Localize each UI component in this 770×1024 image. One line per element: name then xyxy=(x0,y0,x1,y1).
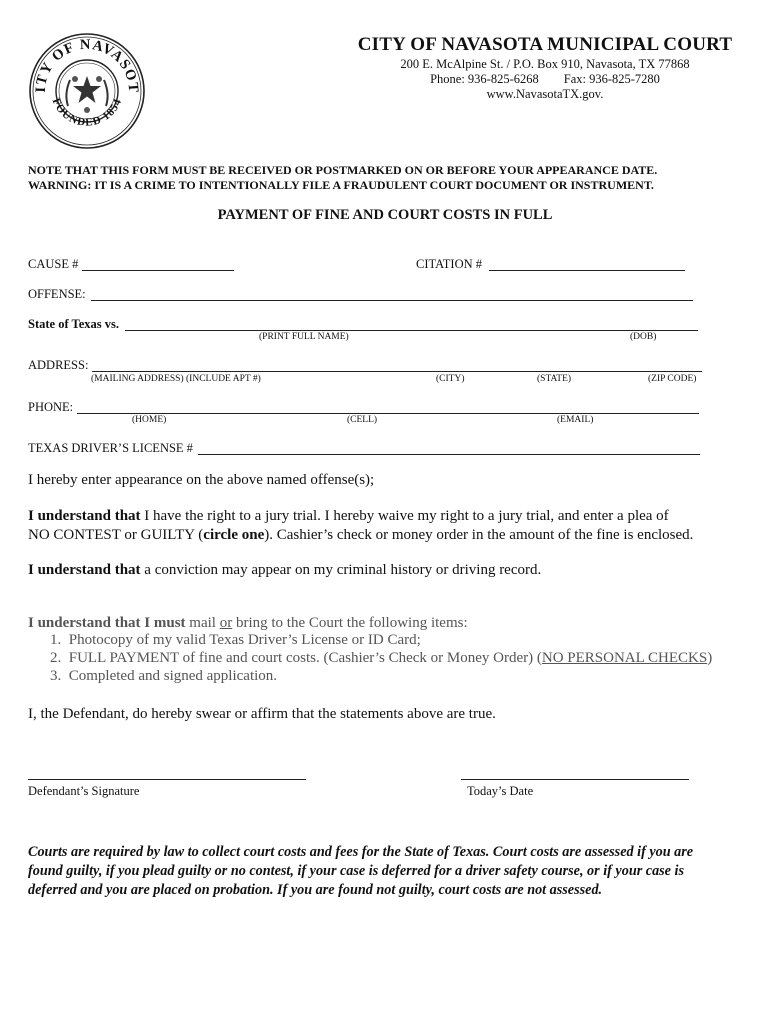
conviction-bold: I understand that xyxy=(28,562,141,578)
address-field[interactable] xyxy=(92,371,702,372)
must-or: or xyxy=(219,615,233,631)
form-title: PAYMENT OF FINE AND COURT COSTS IN FULL xyxy=(217,207,553,223)
zip-caption: (ZIP CODE) xyxy=(648,374,697,384)
phone-label: PHONE: xyxy=(28,400,74,414)
court-address: 200 E. McAlpine St. / P.O. Box 910, Navasota, TX 77868 xyxy=(400,57,690,71)
state-caption: (STATE) xyxy=(537,374,572,384)
seal-text-bottom: FOUNDED 1854 xyxy=(49,96,125,129)
mailing-address-caption: (MAILING ADDRESS) (INCLUDE APT #) xyxy=(91,374,261,384)
list-item: 3. Completed and signed application. xyxy=(50,668,278,684)
jury-bold: I understand that xyxy=(28,508,141,524)
defendant-signature-field[interactable] xyxy=(28,779,306,780)
todays-date-label: Today’s Date xyxy=(467,784,534,798)
city-seal-graphic xyxy=(28,32,146,150)
defendant-name-field[interactable] xyxy=(125,330,698,331)
notice-postmark: NOTE THAT THIS FORM MUST BE RECEIVED OR POSTMARKED ON OR BEFORE YOUR APPEARANCE DATE. xyxy=(28,163,658,177)
jury-line2c: ). Cashier’s check or money order in the amount of the fine is enclosed. xyxy=(264,527,694,543)
address-label: ADDRESS: xyxy=(28,358,89,372)
offense-label: OFFENSE: xyxy=(28,287,86,301)
city-caption: (CITY) xyxy=(436,374,465,384)
court-name: CITY OF NAVASOTA MUNICIPAL COURT xyxy=(357,34,733,55)
jury-line1: I have the right to a jury trial. I hereby waive my right to a jury trial, and enter a plea of xyxy=(140,508,669,524)
todays-date-field[interactable] xyxy=(461,779,689,780)
list-item: 2. FULL PAYMENT of fine and court costs. (Cashier’s Check or Money Order) (NO PERSONAL CHECKS) xyxy=(50,650,713,666)
conviction-rest: a conviction may appear on my criminal history or driving record. xyxy=(140,562,542,578)
list-item: 1. Photocopy of my valid Texas Driver’s License or ID Card; xyxy=(50,632,421,648)
citation-label: CITATION # xyxy=(416,257,483,271)
license-label: TEXAS DRIVER’S LICENSE # xyxy=(28,441,193,455)
must-bold: I understand that I must xyxy=(28,615,186,631)
circle-one: circle one xyxy=(203,527,265,543)
conviction-statement xyxy=(28,561,748,580)
phone-field[interactable] xyxy=(77,413,699,414)
no-personal-checks: NO PERSONAL CHECKS xyxy=(541,650,708,666)
notice-warning: WARNING: IT IS A CRIME TO INTENTIONALLY FILE A FRAUDULENT COURT DOCUMENT OR INSTRUMENT. xyxy=(28,178,654,192)
dob-caption: (DOB) xyxy=(630,332,657,342)
jury-waiver-statement xyxy=(28,507,748,545)
cell-caption: (CELL) xyxy=(347,415,378,425)
court-costs-note: Courts are required by law to collect court costs and fees for the State of Texas. Court costs are assessed if you are found guilty, if you plead guilty or no contest, if your case is deferred for a driver safety course, or if your case is deferred and you are placed on probation. If you are found not guilty, court costs are not assessed. xyxy=(28,844,694,898)
print-full-name-caption: (PRINT FULL NAME) xyxy=(259,332,349,342)
branch-right-icon xyxy=(104,80,108,106)
cause-field[interactable] xyxy=(82,270,234,271)
seal-text-top: ITY OF NAVASOT xyxy=(32,36,142,94)
swear-statement: I, the Defendant, do hereby swear or affirm that the statements above are true. xyxy=(28,706,496,722)
cause-label: CAUSE # xyxy=(28,257,79,271)
must-statement: I understand that I must mail or bring to the Court the following items: xyxy=(28,615,468,631)
email-caption: (EMAIL) xyxy=(557,415,594,425)
citation-field[interactable] xyxy=(489,270,685,271)
license-field[interactable] xyxy=(198,454,700,455)
home-caption: (HOME) xyxy=(132,415,167,425)
court-website: www.NavasotaTX.gov. xyxy=(486,87,604,101)
court-phone-fax: Phone: 936-825-6268 Fax: 936-825-7280 xyxy=(430,72,660,86)
appearance-statement: I hereby enter appearance on the above named offense(s); xyxy=(28,472,375,488)
defendant-name-label: State of Texas vs. xyxy=(28,317,119,331)
offense-field[interactable] xyxy=(91,300,693,301)
jury-line2a: NO CONTEST or GUILTY ( xyxy=(28,527,204,543)
defendant-signature-label: Defendant’s Signature xyxy=(28,784,140,798)
city-seal xyxy=(28,32,146,150)
branch-left-icon xyxy=(66,80,70,106)
